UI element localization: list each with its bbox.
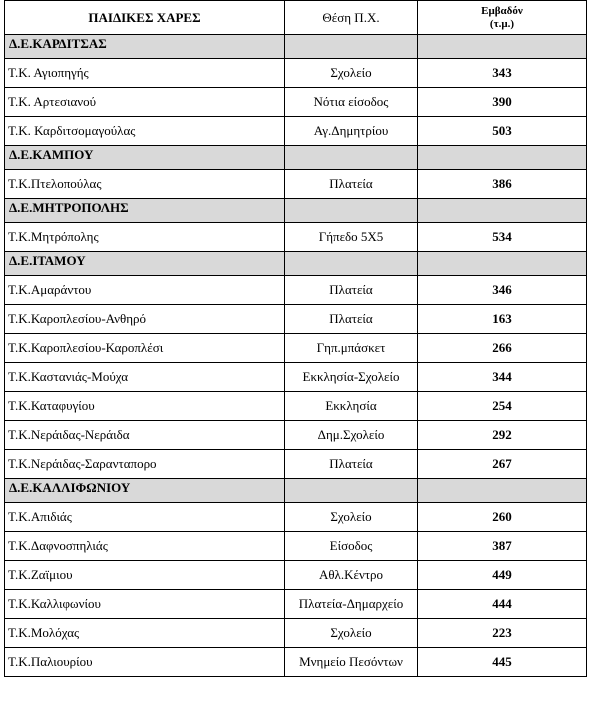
playground-area: 260 bbox=[418, 503, 587, 532]
header-row bbox=[5, 1, 587, 35]
playground-area: 344 bbox=[418, 363, 587, 392]
table-row bbox=[5, 88, 587, 117]
table-row bbox=[5, 59, 587, 88]
community-name: Τ.Κ.Μολόχας bbox=[5, 619, 285, 648]
community-name: Τ.Κ.Νεράιδας-Νεράιδα bbox=[5, 421, 285, 450]
table-row bbox=[5, 561, 587, 590]
playground-place: Αθλ.Κέντρο bbox=[285, 561, 418, 590]
playground-area: 445 bbox=[418, 648, 587, 677]
community-name: Τ.Κ.Καταφυγίου bbox=[5, 392, 285, 421]
playground-area: 387 bbox=[418, 532, 587, 561]
community-name: Τ.Κ.Παλιουρίου bbox=[5, 648, 285, 677]
header-area-line2: (τ.μ.) bbox=[489, 17, 515, 30]
playground-area: 449 bbox=[418, 561, 587, 590]
community-name: Τ.Κ.Δαφνοσπηλιάς bbox=[5, 532, 285, 561]
group-blank-cell bbox=[285, 252, 418, 276]
playground-place: Είσοδος bbox=[285, 532, 418, 561]
table-row bbox=[5, 223, 587, 252]
table-row bbox=[5, 334, 587, 363]
group-blank-cell bbox=[418, 35, 587, 59]
playground-place: Γηπ.μπάσκετ bbox=[285, 334, 418, 363]
table-row bbox=[5, 276, 587, 305]
group-title: Δ.Ε.ΙΤΑΜΟΥ bbox=[5, 252, 285, 276]
group-blank-cell bbox=[418, 479, 587, 503]
table-row bbox=[5, 503, 587, 532]
playground-area: 267 bbox=[418, 450, 587, 479]
group-title: Δ.Ε.ΜΗΤΡΟΠΟΛΗΣ bbox=[5, 199, 285, 223]
playgrounds-table bbox=[4, 0, 587, 677]
community-name: Τ.Κ. Αρτεσιανού bbox=[5, 88, 285, 117]
group-blank-cell bbox=[285, 199, 418, 223]
group-title: Δ.Ε.ΚΑΛΛΙΦΩΝΙΟΥ bbox=[5, 479, 285, 503]
playground-place: Πλατεία bbox=[285, 276, 418, 305]
table-row bbox=[5, 590, 587, 619]
community-name: Τ.Κ.Πτελοπούλας bbox=[5, 170, 285, 199]
group-row bbox=[5, 35, 587, 59]
playground-place: Σχολείο bbox=[285, 59, 418, 88]
playground-area: 503 bbox=[418, 117, 587, 146]
group-title: Δ.Ε.ΚΑΡΔΙΤΣΑΣ bbox=[5, 35, 285, 59]
group-row bbox=[5, 252, 587, 276]
playground-place: Σχολείο bbox=[285, 619, 418, 648]
header-name: ΠΑΙΔΙΚΕΣ ΧΑΡΕΣ bbox=[5, 1, 285, 35]
table-row bbox=[5, 170, 587, 199]
playground-place: Πλατεία bbox=[285, 170, 418, 199]
playground-area: 444 bbox=[418, 590, 587, 619]
playground-area: 343 bbox=[418, 59, 587, 88]
group-blank-cell bbox=[418, 146, 587, 170]
playground-area: 292 bbox=[418, 421, 587, 450]
playground-area: 266 bbox=[418, 334, 587, 363]
table-row bbox=[5, 619, 587, 648]
community-name: Τ.Κ. Καρδιτσομαγούλας bbox=[5, 117, 285, 146]
playground-place: Μνημείο Πεσόντων bbox=[285, 648, 418, 677]
community-name: Τ.Κ.Ζαϊμιου bbox=[5, 561, 285, 590]
playground-place: Νότια είσοδος bbox=[285, 88, 418, 117]
playground-area: 534 bbox=[418, 223, 587, 252]
table-row bbox=[5, 363, 587, 392]
playground-area: 163 bbox=[418, 305, 587, 334]
community-name: Τ.Κ.Καστανιάς-Μούχα bbox=[5, 363, 285, 392]
playground-area: 386 bbox=[418, 170, 587, 199]
table-row bbox=[5, 392, 587, 421]
playground-place: Πλατεία-Δημαρχείο bbox=[285, 590, 418, 619]
playground-place: Πλατεία bbox=[285, 450, 418, 479]
group-blank-cell bbox=[285, 479, 418, 503]
community-name: Τ.Κ.Καροπλεσίου-Καροπλέσι bbox=[5, 334, 285, 363]
table-row bbox=[5, 532, 587, 561]
community-name: Τ.Κ.Μητρόπολης bbox=[5, 223, 285, 252]
playground-place: Σχολείο bbox=[285, 503, 418, 532]
community-name: Τ.Κ. Αγιοπηγής bbox=[5, 59, 285, 88]
group-blank-cell bbox=[418, 199, 587, 223]
group-blank-cell bbox=[285, 35, 418, 59]
community-name: Τ.Κ.Νεράιδας-Σαρανταπορο bbox=[5, 450, 285, 479]
group-row bbox=[5, 479, 587, 503]
playground-place: Πλατεία bbox=[285, 305, 418, 334]
playground-place: Γήπεδο 5Χ5 bbox=[285, 223, 418, 252]
playground-area: 254 bbox=[418, 392, 587, 421]
table-row bbox=[5, 421, 587, 450]
playground-place: Εκκλησία bbox=[285, 392, 418, 421]
playground-area: 223 bbox=[418, 619, 587, 648]
table-body bbox=[5, 35, 587, 677]
group-row bbox=[5, 146, 587, 170]
group-row bbox=[5, 199, 587, 223]
header-place: Θέση Π.Χ. bbox=[285, 1, 418, 35]
group-blank-cell bbox=[418, 252, 587, 276]
community-name: Τ.Κ.Καροπλεσίου-Ανθηρό bbox=[5, 305, 285, 334]
community-name: Τ.Κ.Αμαράντου bbox=[5, 276, 285, 305]
group-title: Δ.Ε.ΚΑΜΠΟΥ bbox=[5, 146, 285, 170]
table-row bbox=[5, 450, 587, 479]
table-row bbox=[5, 117, 587, 146]
playground-place: Αγ.Δημητρίου bbox=[285, 117, 418, 146]
table-row bbox=[5, 305, 587, 334]
playground-area: 346 bbox=[418, 276, 587, 305]
group-blank-cell bbox=[285, 146, 418, 170]
table-row bbox=[5, 648, 587, 677]
playground-area: 390 bbox=[418, 88, 587, 117]
community-name: Τ.Κ.Καλλιφωνίου bbox=[5, 590, 285, 619]
header-area bbox=[418, 1, 587, 35]
playground-place: Εκκλησία-Σχολείο bbox=[285, 363, 418, 392]
community-name: Τ.Κ.Απιδιάς bbox=[5, 503, 285, 532]
header-area-line1: Εμβαδόν bbox=[481, 4, 523, 17]
playground-place: Δημ.Σχολείο bbox=[285, 421, 418, 450]
